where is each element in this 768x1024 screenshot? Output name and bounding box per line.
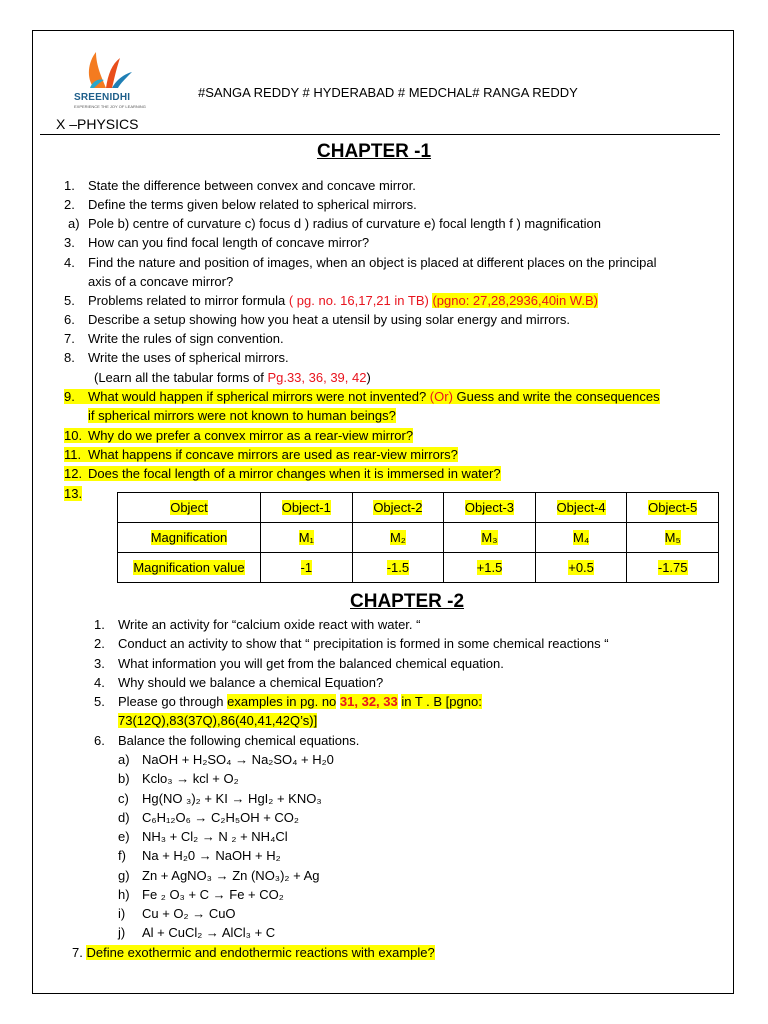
chapter-1-title: CHAPTER -1 [317,141,432,162]
ch1-question-9: 9. What would happen if spherical mirrors were not invented? (Or) Guess and write the consequences [64,389,660,404]
ch1-question-7: 7. Write the rules of sign convention. [64,331,284,346]
table-cell: Magnification value [118,553,261,583]
ch2-question-3: 3. What information you will get from the balanced chemical equation. [94,656,504,671]
ch1-question-12: 12. Does the focal length of a mirror changes when it is immersed in water? [64,466,501,481]
equation-d: d) C₆H₁₂O₆ → C₂H₅OH + CO₂ [118,810,299,825]
equation-i: i) Cu + O₂ → CuO [118,906,236,921]
table-cell: Object-3 [444,493,536,523]
table-cell: M₂ [352,523,444,553]
chapter-2-title: CHAPTER -2 [350,591,465,612]
table-cell: -1.5 [352,553,444,583]
equation-g: g) Zn + AgNO₃ → Zn (NO₃)₂ + Ag [118,868,320,883]
ch1-question-8-note: (Learn all the tabular forms of Pg.33, 36, 39, 42) [94,370,371,385]
ch1-question-5: 5. Problems related to mirror formula ( pg. no. 16,17,21 in TB) (pgno: 27,28,2936,40in W.B) [64,293,598,308]
equation-j: j) Al + CuCl₂ → AlCl₃ + C [118,925,276,940]
ch1-q5-workbook-ref: (pgno: 27,28,2936,40in W.B) [432,293,598,308]
ch2-question-4: 4. Why should we balance a chemical Equation? [94,675,384,690]
equation-h: h) Fe ₂ O₃ + C → Fe + CO₂ [118,887,284,902]
ch1-question-4-cont: axis of a concave mirror? [88,274,234,289]
table-cell: Magnification [118,523,261,553]
ch2-question-2: 2. Conduct an activity to show that “ precipitation is formed in some chemical reactions “ [94,636,609,651]
ch1-question-2-subparts: a) Pole b) centre of curvature c) focus d ) radius of curvature e) focal length f ) magnification [68,216,602,231]
table-cell: Object-4 [535,493,627,523]
table-cell: M₅ [627,523,719,553]
header-divider [40,134,720,135]
table-cell: +1.5 [444,553,536,583]
ch1-question-3: 3. How can you find focal length of concave mirror? [64,235,370,250]
equation-e: e) NH₃ + Cl₂ → N ₂ + NH₄Cl [118,829,288,844]
table-cell: Object-2 [352,493,444,523]
table-row [118,523,719,553]
table-cell: -1 [261,553,353,583]
logo-tagline: EXPERIENCE THE JOY OF LEARNING [74,104,146,109]
ch1-question-11: 11. What happens if concave mirrors are used as rear-view mirrors? [64,447,458,462]
table-cell: Object-1 [261,493,353,523]
table-cell: M₃ [444,523,536,553]
table-cell: M₁ [261,523,353,553]
locations-header: #SANGA REDDY # HYDERABAD # MEDCHAL# RANGA REDDY [198,85,578,100]
ch2-question-7: 7. Define exothermic and endothermic reactions with example? [72,945,435,960]
ch1-question-2: 2. Define the terms given below related to spherical mirrors. [64,197,417,212]
equation-c: c) Hg(NO ₃)₂ + KI → HgI₂ + KNO₃ [118,791,322,806]
ch1-question-1: 1. State the difference between convex and concave mirror. [64,178,416,193]
equation-f: f) Na + H₂0 → NaOH + H₂ [118,848,281,863]
equation-b: b) Kclo₃ → kcl + O₂ [118,771,239,786]
equation-a: a) NaOH + H₂SO₄ → Na₂SO₄ + H₂0 [118,752,334,767]
ch1-question-10: 10. Why do we prefer a convex mirror as a rear-view mirror? [64,428,414,443]
table-cell: Object [118,493,261,523]
ch1-question-6: 6. Describe a setup showing how you heat a utensil by using solar energy and mirrors. [64,312,570,327]
logo-text: SREENIDHI [74,92,131,103]
table-cell: Object-5 [627,493,719,523]
table-header-row [118,493,719,523]
table-cell: +0.5 [535,553,627,583]
subject-title: X –PHYSICS [56,116,139,132]
table-cell: M₄ [535,523,627,553]
ch1-question-13: 13. [64,486,83,501]
table-row [118,553,719,583]
ch2-question-5-cont: 73(12Q),83(37Q),86(40,41,42Q’s)] [118,713,318,728]
magnification-table [117,492,719,583]
table-cell: -1.75 [627,553,719,583]
ch2-question-5: 5. Please go through examples in pg. no 31, 32, 33 in T . B [pgno: [94,694,482,709]
ch1-question-8: 8. Write the uses of spherical mirrors. [64,350,289,365]
ch1-question-9-cont: if spherical mirrors were not known to human beings? [88,408,396,423]
ch1-question-4: 4. Find the nature and position of images, when an object is placed at different places on the principal [64,255,657,270]
ch2-question-1: 1. Write an activity for “calcium oxide react with water. “ [94,617,421,632]
ch2-question-6: 6. Balance the following chemical equations. [94,733,360,748]
ch1-q5-textbook-ref: ( pg. no. 16,17,21 in TB) [288,293,429,308]
